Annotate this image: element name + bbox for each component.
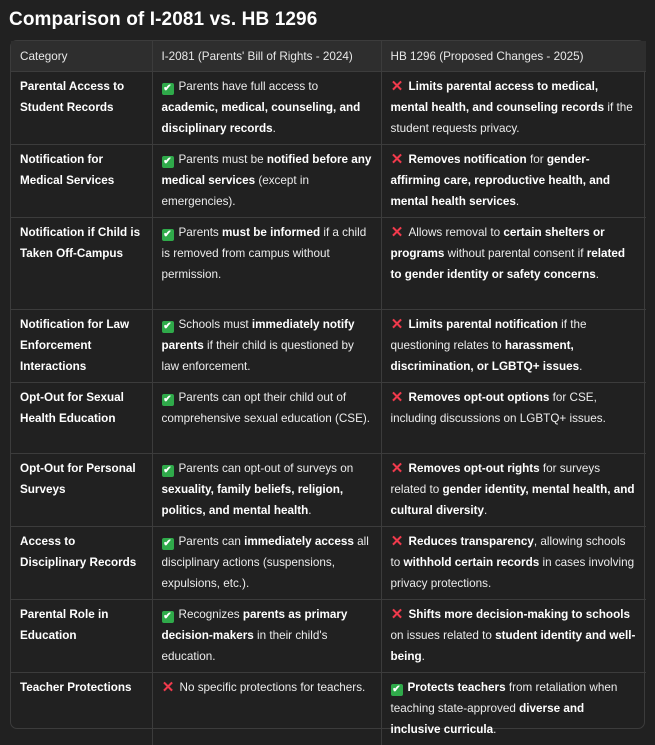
- column-header-hb1296: HB 1296 (Proposed Changes - 2025): [381, 41, 646, 72]
- cell-text: .: [596, 268, 599, 281]
- category-cell: Parental Role in Education: [11, 600, 152, 673]
- cell-text: from retaliation when teaching state-approved: [391, 681, 618, 715]
- emphasized-text: withhold certain records: [404, 556, 540, 569]
- cell-text: Parents can opt their child out of comprehensive sexual education (CSE).: [162, 391, 371, 425]
- table-row: [11, 454, 646, 527]
- cell-text: Parents: [179, 226, 223, 239]
- i2081-cell: [152, 72, 381, 145]
- hb1296-cell: [381, 310, 646, 383]
- table-row: [11, 310, 646, 383]
- cell-text: all disciplinary actions (suspensions, expulsions, etc.).: [162, 535, 369, 590]
- emphasized-text: related to gender identity or safety concerns: [391, 247, 626, 281]
- cell-text: without parental consent if: [444, 247, 586, 260]
- green-check-icon: ✔: [391, 684, 403, 696]
- i2081-cell: [152, 383, 381, 454]
- comparison-table-container: [10, 40, 645, 729]
- i2081-cell: [152, 527, 381, 600]
- cell-text: No specific protections for teachers.: [180, 681, 366, 694]
- table-row: [11, 673, 646, 745]
- cell-text: (except in emergencies).: [162, 174, 310, 208]
- emphasized-text: student identity and well-being: [391, 629, 636, 663]
- cell-text: Recognizes: [179, 608, 243, 621]
- cell-text: Parents have full access to: [179, 80, 319, 93]
- red-x-icon: ✕: [391, 609, 404, 621]
- cell-text: .: [273, 122, 276, 135]
- red-x-icon: ✕: [391, 319, 404, 331]
- table-row: [11, 527, 646, 600]
- emphasized-text: Shifts more decision-making to schools: [409, 608, 630, 621]
- red-x-icon: ✕: [162, 682, 175, 694]
- emphasized-text: academic, medical, counseling, and disciplinary records: [162, 101, 361, 135]
- hb1296-cell: [381, 218, 646, 310]
- cell-text: Parents must be: [179, 153, 267, 166]
- emphasized-text: gender identity, mental health, and cultural diversity: [391, 483, 635, 517]
- emphasized-text: gender-affirming care, reproductive health, and mental health services: [391, 153, 611, 208]
- red-x-icon: ✕: [391, 81, 404, 93]
- green-check-icon: ✔: [162, 465, 174, 477]
- emphasized-text: Limits parental notification: [409, 318, 558, 331]
- table-body: [11, 72, 646, 745]
- cell-text: .: [493, 723, 496, 736]
- cell-text: on issues related to: [391, 629, 496, 642]
- cell-text: for: [527, 153, 547, 166]
- cell-text: if a child is removed from campus without permission.: [162, 226, 367, 281]
- category-cell: Notification if Child is Taken Off-Campus: [11, 218, 152, 310]
- cell-text: .: [422, 650, 425, 663]
- emphasized-text: harassment, discrimination, or LGBTQ+ issues: [391, 339, 580, 373]
- table-row: [11, 600, 646, 673]
- comparison-table: [11, 41, 646, 745]
- emphasized-text: Reduces transparency: [409, 535, 534, 548]
- emphasized-text: immediately access: [244, 535, 354, 548]
- cell-text: Parents can opt-out of surveys on: [179, 462, 354, 475]
- emphasized-text: must be informed: [222, 226, 320, 239]
- hb1296-cell: [381, 72, 646, 145]
- green-check-icon: ✔: [162, 611, 174, 623]
- green-check-icon: ✔: [162, 538, 174, 550]
- emphasized-text: certain shelters or programs: [391, 226, 605, 260]
- emphasized-text: Removes opt-out rights: [409, 462, 540, 475]
- emphasized-text: Removes opt-out options: [409, 391, 550, 404]
- i2081-cell: [152, 145, 381, 218]
- table-row: [11, 383, 646, 454]
- page-title: Comparison of I-2081 vs. HB 1296: [9, 9, 317, 31]
- category-cell: Parental Access to Student Records: [11, 72, 152, 145]
- category-cell: Teacher Protections: [11, 673, 152, 745]
- cell-text: in their child's education.: [162, 629, 328, 663]
- cell-text: Parents can: [179, 535, 245, 548]
- green-check-icon: ✔: [162, 229, 174, 241]
- emphasized-text: sexuality, family beliefs, religion, politics, and mental health: [162, 483, 344, 517]
- emphasized-text: immediately notify parents: [162, 318, 355, 352]
- i2081-cell: [152, 218, 381, 310]
- emphasized-text: Limits parental access to medical, mental health, and counseling records: [391, 80, 605, 114]
- i2081-cell: [152, 673, 381, 745]
- category-cell: Notification for Law Enforcement Interactions: [11, 310, 152, 383]
- cell-text: if their child is questioned by law enforcement.: [162, 339, 354, 373]
- column-header-i2081: I-2081 (Parents' Bill of Rights - 2024): [152, 41, 381, 72]
- cell-text: .: [308, 504, 311, 517]
- table-row: [11, 72, 646, 145]
- i2081-cell: [152, 310, 381, 383]
- emphasized-text: Protects teachers: [408, 681, 506, 694]
- cell-text: in cases involving privacy protections.: [391, 556, 635, 590]
- cell-text: Allows removal to: [409, 226, 504, 239]
- green-check-icon: ✔: [162, 394, 174, 406]
- cell-text: .: [484, 504, 487, 517]
- category-cell: Opt-Out for Personal Surveys: [11, 454, 152, 527]
- table-row: [11, 218, 646, 310]
- cell-text: for CSE, including discussions on LGBTQ+ issues.: [391, 391, 606, 425]
- hb1296-cell: [381, 600, 646, 673]
- emphasized-text: Removes notification: [409, 153, 527, 166]
- hb1296-cell: [381, 145, 646, 218]
- emphasized-text: notified before any medical services: [162, 153, 372, 187]
- column-header-category: Category: [11, 41, 152, 72]
- green-check-icon: ✔: [162, 156, 174, 168]
- red-x-icon: ✕: [391, 392, 404, 404]
- hb1296-cell: [381, 383, 646, 454]
- emphasized-text: parents as primary decision-makers: [162, 608, 348, 642]
- table-row: [11, 145, 646, 218]
- category-cell: Notification for Medical Services: [11, 145, 152, 218]
- cell-text: if the questioning relates to: [391, 318, 587, 352]
- hb1296-cell: [381, 454, 646, 527]
- cell-text: if the student requests privacy.: [391, 101, 633, 135]
- red-x-icon: ✕: [391, 227, 404, 239]
- category-cell: Access to Disciplinary Records: [11, 527, 152, 600]
- emphasized-text: diverse and inclusive curricula: [391, 702, 585, 736]
- cell-text: , allowing schools to: [391, 535, 626, 569]
- i2081-cell: [152, 454, 381, 527]
- red-x-icon: ✕: [391, 536, 404, 548]
- category-cell: Opt-Out for Sexual Health Education: [11, 383, 152, 454]
- green-check-icon: ✔: [162, 321, 174, 333]
- red-x-icon: ✕: [391, 154, 404, 166]
- green-check-icon: ✔: [162, 83, 174, 95]
- cell-text: .: [579, 360, 582, 373]
- hb1296-cell: [381, 673, 646, 745]
- red-x-icon: ✕: [391, 463, 404, 475]
- i2081-cell: [152, 600, 381, 673]
- cell-text: for surveys related to: [391, 462, 601, 496]
- cell-text: .: [516, 195, 519, 208]
- table-header-row: [11, 41, 646, 72]
- hb1296-cell: [381, 527, 646, 600]
- cell-text: Schools must: [179, 318, 252, 331]
